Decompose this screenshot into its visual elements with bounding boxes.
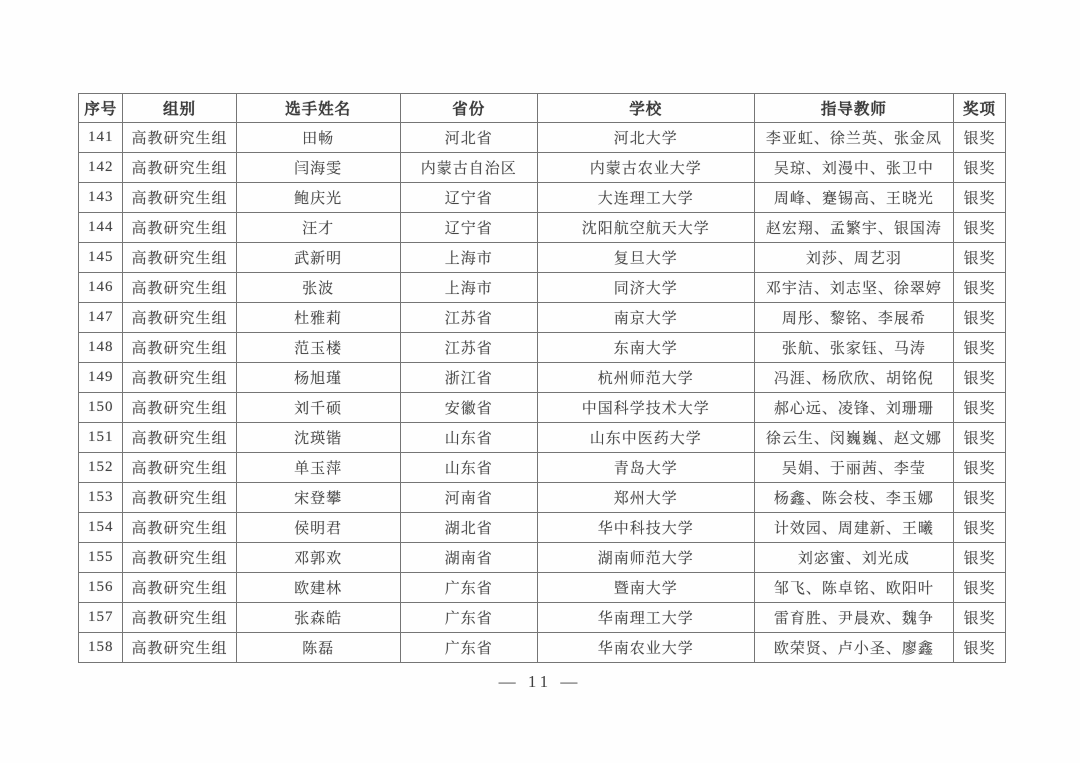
cell-index: 146 — [79, 273, 123, 303]
cell-school: 南京大学 — [537, 303, 754, 333]
cell-index: 141 — [79, 123, 123, 153]
table-row — [79, 453, 1006, 483]
table-row — [79, 513, 1006, 543]
cell-advisors: 李亚虹、徐兰英、张金凤 — [754, 123, 953, 153]
cell-award: 银奖 — [954, 633, 1006, 663]
cell-advisors: 邹飞、陈卓铭、欧阳叶 — [754, 573, 953, 603]
cell-school: 中国科学技术大学 — [537, 393, 754, 423]
column-header-name: 选手姓名 — [236, 94, 400, 123]
cell-province: 安徽省 — [400, 393, 537, 423]
cell-group: 高教研究生组 — [123, 633, 236, 663]
table-row — [79, 303, 1006, 333]
column-header-index: 序号 — [79, 94, 123, 123]
cell-advisors: 郝心远、凌锋、刘珊珊 — [754, 393, 953, 423]
cell-school: 大连理工大学 — [537, 183, 754, 213]
table-row — [79, 153, 1006, 183]
cell-group: 高教研究生组 — [123, 303, 236, 333]
table-row — [79, 633, 1006, 663]
cell-index: 152 — [79, 453, 123, 483]
cell-school: 内蒙古农业大学 — [537, 153, 754, 183]
cell-school: 华中科技大学 — [537, 513, 754, 543]
cell-province: 河北省 — [400, 123, 537, 153]
table-row — [79, 543, 1006, 573]
cell-index: 149 — [79, 363, 123, 393]
cell-group: 高教研究生组 — [123, 183, 236, 213]
silver-award-table — [78, 93, 1006, 663]
cell-name: 武新明 — [236, 243, 400, 273]
cell-school: 暨南大学 — [537, 573, 754, 603]
cell-province: 江苏省 — [400, 303, 537, 333]
cell-province: 上海市 — [400, 273, 537, 303]
table-row — [79, 423, 1006, 453]
cell-school: 郑州大学 — [537, 483, 754, 513]
table-row — [79, 213, 1006, 243]
cell-province: 河南省 — [400, 483, 537, 513]
cell-group: 高教研究生组 — [123, 363, 236, 393]
cell-advisors: 吴琼、刘漫中、张卫中 — [754, 153, 953, 183]
cell-school: 复旦大学 — [537, 243, 754, 273]
cell-group: 高教研究生组 — [123, 393, 236, 423]
cell-award: 银奖 — [954, 273, 1006, 303]
cell-advisors: 周峰、蹇锡高、王晓光 — [754, 183, 953, 213]
cell-province: 江苏省 — [400, 333, 537, 363]
cell-advisors: 邓宇洁、刘志坚、徐翠婷 — [754, 273, 953, 303]
cell-school: 山东中医药大学 — [537, 423, 754, 453]
cell-name: 欧建林 — [236, 573, 400, 603]
cell-school: 华南理工大学 — [537, 603, 754, 633]
cell-name: 张波 — [236, 273, 400, 303]
cell-school: 东南大学 — [537, 333, 754, 363]
cell-index: 145 — [79, 243, 123, 273]
cell-advisors: 张航、张家钰、马涛 — [754, 333, 953, 363]
cell-name: 汪才 — [236, 213, 400, 243]
cell-advisors: 徐云生、闵巍巍、赵文娜 — [754, 423, 953, 453]
cell-group: 高教研究生组 — [123, 123, 236, 153]
cell-province: 广东省 — [400, 573, 537, 603]
cell-index: 153 — [79, 483, 123, 513]
cell-advisors: 雷育胜、尹晨欢、魏争 — [754, 603, 953, 633]
cell-group: 高教研究生组 — [123, 333, 236, 363]
cell-province: 山东省 — [400, 453, 537, 483]
cell-province: 内蒙古自治区 — [400, 153, 537, 183]
cell-index: 158 — [79, 633, 123, 663]
column-header-school: 学校 — [537, 94, 754, 123]
cell-name: 沈瑛锴 — [236, 423, 400, 453]
cell-school: 青岛大学 — [537, 453, 754, 483]
cell-province: 浙江省 — [400, 363, 537, 393]
column-header-advisors: 指导教师 — [754, 94, 953, 123]
cell-name: 邓郭欢 — [236, 543, 400, 573]
cell-name: 闫海雯 — [236, 153, 400, 183]
table-row — [79, 573, 1006, 603]
cell-award: 银奖 — [954, 393, 1006, 423]
cell-name: 宋登攀 — [236, 483, 400, 513]
cell-award: 银奖 — [954, 543, 1006, 573]
cell-name: 杜雅莉 — [236, 303, 400, 333]
page-number: — 11 — — [498, 672, 582, 691]
cell-province: 湖南省 — [400, 543, 537, 573]
cell-award: 银奖 — [954, 513, 1006, 543]
cell-group: 高教研究生组 — [123, 573, 236, 603]
table-row — [79, 333, 1006, 363]
cell-name: 刘千硕 — [236, 393, 400, 423]
cell-province: 山东省 — [400, 423, 537, 453]
cell-school: 杭州师范大学 — [537, 363, 754, 393]
cell-advisors: 欧荣贤、卢小圣、廖鑫 — [754, 633, 953, 663]
table-body — [79, 123, 1006, 663]
cell-award: 银奖 — [954, 213, 1006, 243]
cell-group: 高教研究生组 — [123, 543, 236, 573]
cell-index: 143 — [79, 183, 123, 213]
cell-school: 河北大学 — [537, 123, 754, 153]
cell-index: 155 — [79, 543, 123, 573]
cell-group: 高教研究生组 — [123, 213, 236, 243]
cell-name: 范玉楼 — [236, 333, 400, 363]
cell-index: 142 — [79, 153, 123, 183]
cell-name: 陈磊 — [236, 633, 400, 663]
cell-school: 华南农业大学 — [537, 633, 754, 663]
cell-name: 杨旭瑾 — [236, 363, 400, 393]
cell-award: 银奖 — [954, 483, 1006, 513]
table-row — [79, 243, 1006, 273]
cell-school: 沈阳航空航天大学 — [537, 213, 754, 243]
cell-award: 银奖 — [954, 573, 1006, 603]
cell-advisors: 吴娟、于丽茜、李莹 — [754, 453, 953, 483]
cell-award: 银奖 — [954, 333, 1006, 363]
cell-index: 154 — [79, 513, 123, 543]
cell-school: 同济大学 — [537, 273, 754, 303]
table-row — [79, 393, 1006, 423]
cell-advisors: 计效园、周建新、王曦 — [754, 513, 953, 543]
cell-index: 156 — [79, 573, 123, 603]
cell-advisors: 杨鑫、陈会枝、李玉娜 — [754, 483, 953, 513]
cell-province: 湖北省 — [400, 513, 537, 543]
cell-award: 银奖 — [954, 423, 1006, 453]
cell-province: 辽宁省 — [400, 183, 537, 213]
column-header-group: 组别 — [123, 94, 236, 123]
cell-school: 湖南师范大学 — [537, 543, 754, 573]
cell-advisors: 刘莎、周艺羽 — [754, 243, 953, 273]
cell-province: 辽宁省 — [400, 213, 537, 243]
cell-award: 银奖 — [954, 453, 1006, 483]
cell-advisors: 周彤、黎铭、李展希 — [754, 303, 953, 333]
cell-group: 高教研究生组 — [123, 153, 236, 183]
cell-index: 151 — [79, 423, 123, 453]
cell-award: 银奖 — [954, 153, 1006, 183]
cell-group: 高教研究生组 — [123, 513, 236, 543]
cell-group: 高教研究生组 — [123, 453, 236, 483]
cell-province: 广东省 — [400, 603, 537, 633]
cell-award: 银奖 — [954, 363, 1006, 393]
cell-name: 侯明君 — [236, 513, 400, 543]
cell-award: 银奖 — [954, 303, 1006, 333]
cell-name: 张森皓 — [236, 603, 400, 633]
cell-award: 银奖 — [954, 243, 1006, 273]
table-row — [79, 273, 1006, 303]
table-header-row — [79, 94, 1006, 123]
column-header-province: 省份 — [400, 94, 537, 123]
cell-advisors: 冯涯、杨欣欣、胡铭倪 — [754, 363, 953, 393]
table-row — [79, 603, 1006, 633]
table-row — [79, 483, 1006, 513]
cell-award: 银奖 — [954, 123, 1006, 153]
cell-group: 高教研究生组 — [123, 273, 236, 303]
table-row — [79, 123, 1006, 153]
cell-award: 银奖 — [954, 183, 1006, 213]
cell-name: 田畅 — [236, 123, 400, 153]
cell-index: 150 — [79, 393, 123, 423]
cell-group: 高教研究生组 — [123, 423, 236, 453]
cell-index: 148 — [79, 333, 123, 363]
cell-name: 单玉萍 — [236, 453, 400, 483]
cell-group: 高教研究生组 — [123, 603, 236, 633]
cell-advisors: 赵宏翔、孟繁宇、银国涛 — [754, 213, 953, 243]
column-header-award: 奖项 — [954, 94, 1006, 123]
table-row — [79, 183, 1006, 213]
table-row — [79, 363, 1006, 393]
cell-province: 上海市 — [400, 243, 537, 273]
cell-award: 银奖 — [954, 603, 1006, 633]
cell-advisors: 刘宓蜜、刘光成 — [754, 543, 953, 573]
cell-index: 157 — [79, 603, 123, 633]
cell-index: 147 — [79, 303, 123, 333]
cell-group: 高教研究生组 — [123, 243, 236, 273]
cell-index: 144 — [79, 213, 123, 243]
cell-province: 广东省 — [400, 633, 537, 663]
cell-group: 高教研究生组 — [123, 483, 236, 513]
cell-name: 鲍庆光 — [236, 183, 400, 213]
